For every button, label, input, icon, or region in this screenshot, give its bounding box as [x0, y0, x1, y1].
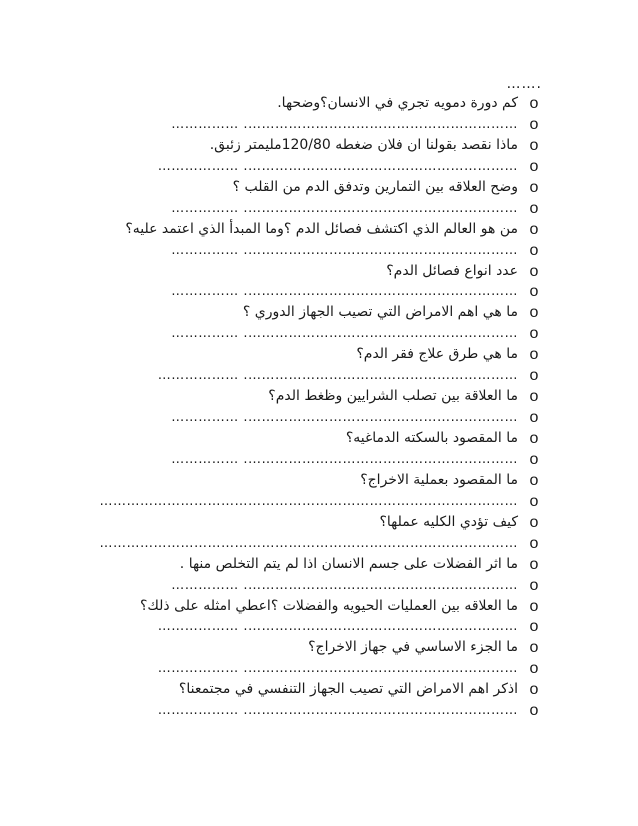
question-item	[0, 470, 638, 491]
question-text: ما العلاقه بين العمليات الحيويه والفضلات ؟اعطي امثله على ذلك؟	[139, 597, 518, 614]
bullet-icon: o	[529, 702, 539, 720]
question-list	[0, 93, 638, 721]
answer-line	[0, 533, 638, 554]
answer-line	[0, 365, 638, 386]
question-item	[0, 554, 638, 575]
answer-dots[interactable]: ……………………………………………………. ……………	[171, 577, 518, 593]
question-text: ما الجزء الاساسي في جهاز الاخراج؟	[308, 639, 518, 656]
bullet-icon: o	[529, 576, 539, 594]
answer-dots[interactable]: ……………………………………………………. ………………	[157, 661, 518, 677]
answer-line	[0, 156, 638, 177]
bullet-icon: o	[529, 492, 539, 510]
answer-dots[interactable]: ……………………………………………………. ……………	[171, 410, 518, 426]
question-item	[0, 261, 638, 282]
answer-line	[0, 198, 638, 219]
bullet-icon: o	[529, 513, 539, 531]
answer-dots[interactable]: ……………………………………………………. ………………	[157, 368, 518, 384]
answer-line	[0, 240, 638, 261]
question-text: ما المقصود بالسكته الدماغيه؟	[345, 430, 518, 446]
answer-line	[0, 281, 638, 302]
bullet-icon: o	[529, 409, 539, 427]
question-text: ما هي طرق علاج فقر الدم؟	[356, 346, 518, 363]
bullet-icon: o	[529, 618, 539, 636]
bullet-icon: o	[529, 199, 539, 217]
answer-dots[interactable]: ……………………………………………………. ………………	[157, 158, 518, 174]
answer-dots[interactable]: ……………………………………………………. ……………	[171, 284, 518, 300]
bullet-icon: o	[529, 660, 539, 678]
bullet-icon: o	[529, 95, 539, 112]
bullet-icon: o	[529, 534, 539, 552]
question-text: ماذا نقصد بقولنا ان فلان ضغطه 120/80مليمتر زئبق.	[209, 136, 518, 153]
question-item	[0, 512, 638, 533]
bullet-icon: o	[529, 283, 539, 301]
bullet-icon: o	[529, 471, 539, 489]
answer-dots[interactable]: ……………………………………………………. ……………	[171, 326, 518, 342]
answer-dots[interactable]: …………………………………………………………………………………	[99, 493, 518, 509]
question-item	[0, 93, 638, 114]
question-item	[0, 428, 638, 449]
question-item	[0, 596, 638, 617]
question-text: كيف تؤدي الكليه عملها؟	[379, 513, 518, 530]
header-dots: …….	[506, 76, 542, 92]
question-text: ما هي اهم الامراض التي تصيب الجهاز الدوري ؟	[242, 304, 518, 321]
question-item	[0, 344, 638, 365]
answer-line	[0, 407, 638, 428]
bullet-icon: o	[529, 639, 539, 657]
question-item	[0, 386, 638, 407]
bullet-icon: o	[529, 115, 539, 133]
question-item	[0, 302, 638, 323]
question-text: كم دورة دمويه تجري في الانسان؟وضحها.	[277, 95, 518, 111]
bullet-icon: o	[529, 597, 539, 615]
bullet-icon: o	[529, 220, 539, 238]
bullet-icon: o	[529, 367, 539, 385]
bullet-icon: o	[529, 262, 539, 280]
bullet-icon: o	[529, 450, 539, 468]
question-text: عدد انواع فصائل الدم؟	[386, 262, 518, 279]
bullet-icon: o	[529, 388, 539, 406]
answer-dots[interactable]: ……………………………………………………. ……………	[171, 451, 518, 467]
bullet-icon: o	[529, 346, 539, 364]
answer-line	[0, 449, 638, 470]
question-text: وضح العلاقه بين التمارين وتدفق الدم من القلب ؟	[232, 178, 518, 195]
answer-line	[0, 114, 638, 135]
bullet-icon: o	[529, 555, 539, 573]
question-text: ما اثر الفضلات على جسم الانسان اذا لم يتم التخلص منها .	[179, 555, 518, 572]
question-text: ما العلاقة بين تصلب الشرايين وظغط الدم؟	[268, 388, 518, 405]
question-item	[0, 679, 638, 700]
question-text: من هو العالم الذي اكتشف فصائل الدم ؟وما المبدأ الذي اعتمد عليه؟	[125, 220, 518, 237]
bullet-icon: o	[529, 304, 539, 322]
question-item	[0, 637, 638, 658]
answer-dots[interactable]: …………………………………………………………………………………	[99, 535, 518, 551]
bullet-icon: o	[529, 136, 539, 154]
question-item	[0, 177, 638, 198]
bullet-icon: o	[529, 157, 539, 175]
answer-line	[0, 491, 638, 512]
question-text: ما المقصود بعملية الاخراج؟	[360, 471, 518, 488]
bullet-icon: o	[529, 681, 539, 699]
question-item	[0, 219, 638, 240]
bullet-icon: o	[529, 430, 539, 447]
answer-dots[interactable]: ……………………………………………………. ………………	[157, 619, 518, 635]
bullet-icon: o	[529, 325, 539, 343]
answer-line	[0, 323, 638, 344]
answer-dots[interactable]: ……………………………………………………. ……………	[171, 116, 518, 132]
answer-line	[0, 700, 638, 721]
answer-dots[interactable]: ……………………………………………………. ……………	[171, 200, 518, 216]
bullet-icon: o	[529, 178, 539, 196]
answer-line	[0, 658, 638, 679]
answer-line	[0, 575, 638, 596]
bullet-icon: o	[529, 241, 539, 259]
question-item	[0, 135, 638, 156]
answer-line	[0, 616, 638, 637]
question-text: اذكر اهم الامراض التي تصيب الجهاز التنفسي في مجتمعنا؟	[178, 681, 518, 698]
answer-dots[interactable]: ……………………………………………………. ……………	[171, 242, 518, 258]
answer-dots[interactable]: ……………………………………………………. ………………	[157, 703, 518, 719]
